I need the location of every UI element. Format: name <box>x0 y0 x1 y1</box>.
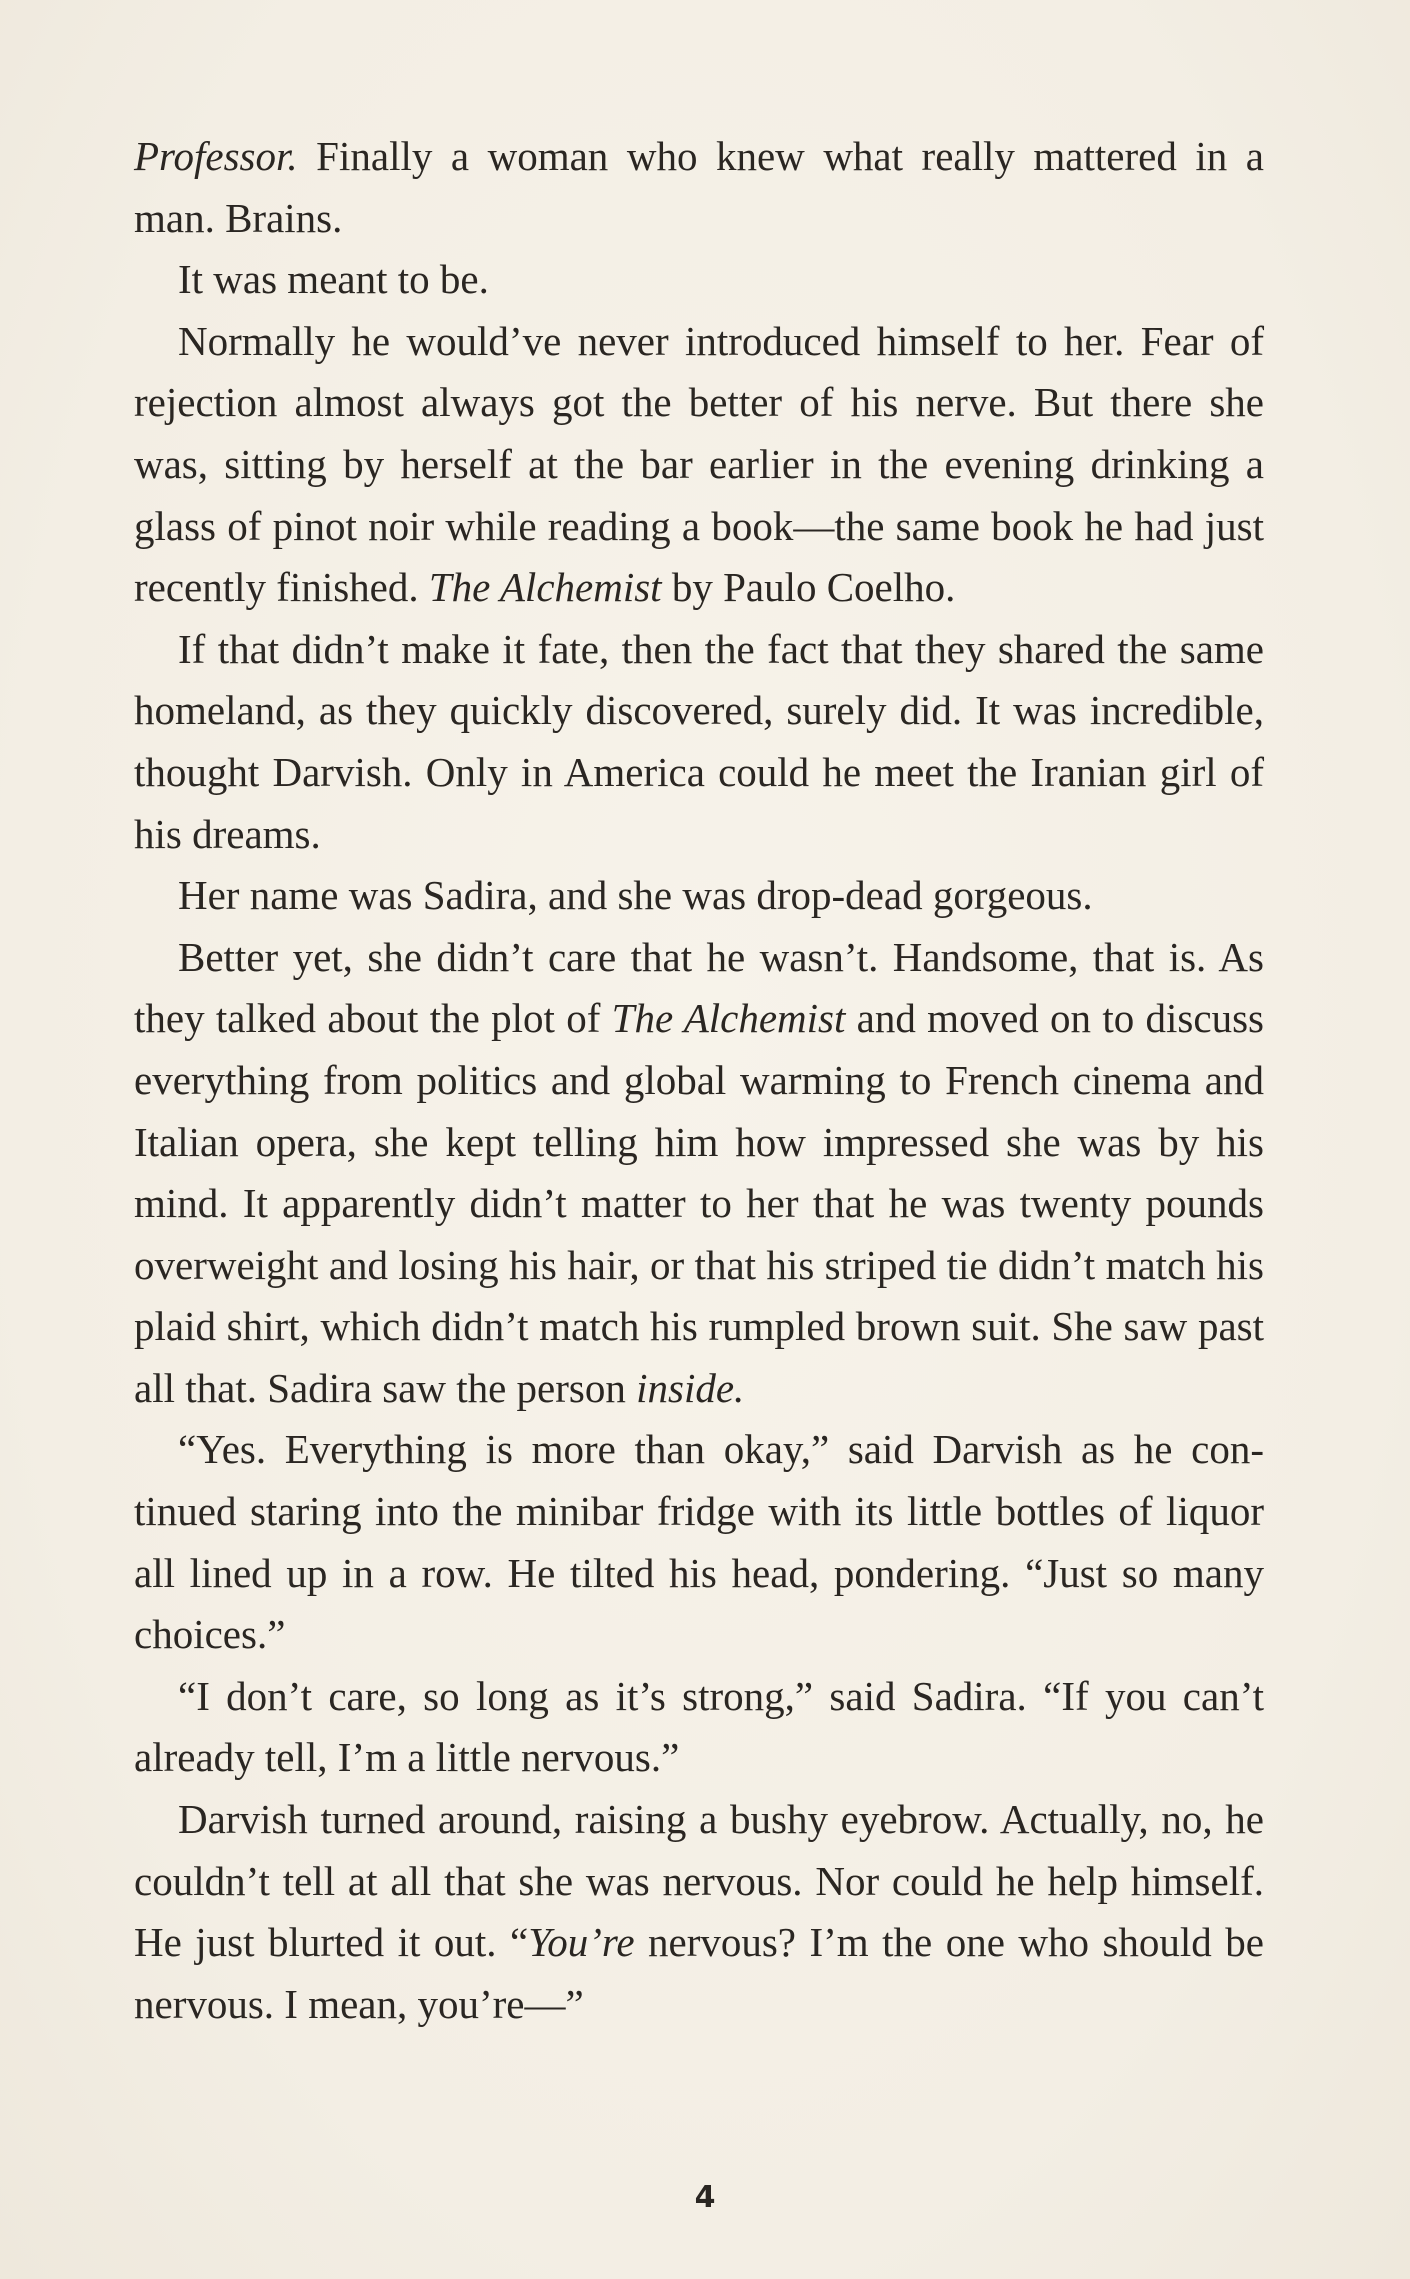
text-segment: It was meant to be. <box>178 256 489 303</box>
italic-text: You’re <box>528 1919 635 1966</box>
text-segment: Better yet, she didn’t care that he wasn’t. Handsome, that is. As they talked about the plot of <box>134 933 1264 1042</box>
text-segment: Darvish turned around, raising a bushy eyebrow. Actually, no, he couldn’t tell at all that she was nervous. Nor could he help himself. He just blurted it out. “ <box>134 1796 1264 1966</box>
text-segment: “Yes. Everything is more than okay,” said Darvish as he continued staring into the minibar fridge with its little bottles of liquor all lined up in a row. He tilted his head, pondering. “Just so many choices.” <box>134 1426 1264 1658</box>
paragraph <box>134 1666 1264 1789</box>
paragraph <box>134 249 1264 311</box>
italic-text: Professor. <box>134 133 298 179</box>
text-segment: If that didn’t make it fate, then the fact that they shared the same homeland, as they quickly discovered, surely did. It was incredible, thought Darvish. Only in America could he meet the Iranian girl of his dreams. <box>134 625 1264 857</box>
paragraph <box>134 1789 1264 2035</box>
page-number: 4 <box>694 2180 716 2215</box>
paragraph <box>134 126 1264 249</box>
body-text <box>134 126 1264 2035</box>
book-title: The Alchemist <box>611 995 846 1042</box>
paragraph <box>134 865 1264 927</box>
text-segment: “I don’t care, so long as it’s strong,” said Sadira. “If you can’t already tell, I’m a little nervous.” <box>134 1672 1264 1781</box>
text-segment: by Paulo Coelho. <box>661 564 956 611</box>
paragraph <box>134 927 1264 1420</box>
italic-text: inside. <box>636 1364 745 1411</box>
paragraph <box>134 619 1264 865</box>
text-segment: Finally a woman who knew what really mattered in a man. Brains. <box>134 133 1264 241</box>
text-segment: and moved on to discuss everything from politics and global warming to French cinema and Italian opera, she kept telling him how impressed she was by his mind. It apparently didn’t matter to her that he was twenty pounds overweight and losing his hair, or that his striped tie didn’t match his plaid shirt, which didn’t match his rumpled brown suit. She saw past all that. Sadira saw the person <box>134 995 1264 1411</box>
paragraph <box>134 311 1264 619</box>
text-segment: nervous? I’m the one who should be nervous. I mean, you’re—” <box>134 1919 1264 2027</box>
text-segment: Her name was Sadira, and she was drop-dead gorgeous. <box>178 872 1093 919</box>
text-segment: Normally he would’ve never introduced himself to her. Fear of rejection almost always got the better of his nerve. But there she was, sitting by herself at the bar earlier in the evening drinking a glass of pinot noir while reading a book—the same book he had just recently finished. <box>134 317 1264 611</box>
book-title: The Alchemist <box>428 564 662 611</box>
paragraph <box>134 1419 1264 1665</box>
